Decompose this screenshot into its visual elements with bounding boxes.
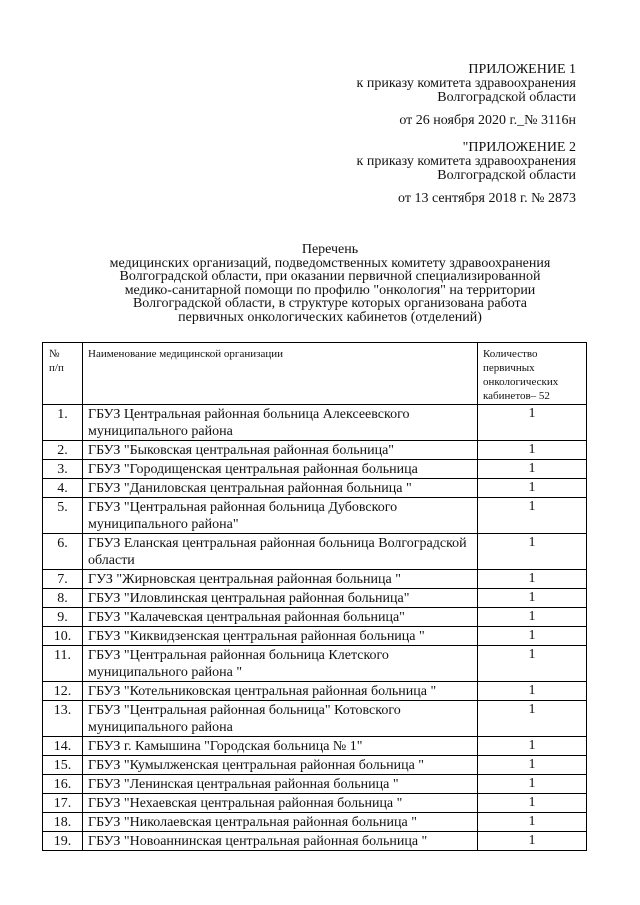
header-qty-line: Количество bbox=[483, 348, 538, 360]
row-number: 17. bbox=[43, 794, 83, 813]
row-count: 1 bbox=[478, 775, 587, 794]
table-row bbox=[43, 570, 587, 589]
row-number: 19. bbox=[43, 832, 83, 851]
row-number: 3. bbox=[43, 460, 83, 479]
header-number-line-1: № bbox=[49, 348, 60, 360]
table-row bbox=[43, 701, 587, 737]
appendix-2-line-2: Волгоградской области bbox=[437, 168, 576, 183]
heading-line: Волгоградской области, при оказании первичной специализированной bbox=[119, 269, 541, 285]
row-count: 1 bbox=[478, 832, 587, 851]
row-count: 1 bbox=[478, 570, 587, 589]
row-organization: ГБУЗ "Новоаннинская центральная районная больница " bbox=[83, 832, 478, 851]
row-count: 1 bbox=[478, 405, 587, 441]
header-qty-line: онкологических bbox=[483, 376, 559, 388]
row-number: 11. bbox=[43, 646, 83, 682]
heading-line: первичных онкологических кабинетов (отделений) bbox=[178, 309, 482, 325]
heading-line: медико-санитарной помощи по профилю "онкология" на территории bbox=[124, 282, 536, 298]
row-organization: ГБУЗ "Центральная районная больница Клетского муниципального района " bbox=[83, 646, 478, 682]
row-number: 13. bbox=[43, 701, 83, 737]
table-row bbox=[43, 794, 587, 813]
row-organization: ГБУЗ "Котельниковская центральная районная больница " bbox=[83, 682, 478, 701]
organizations-table bbox=[42, 342, 587, 851]
row-number: 18. bbox=[43, 813, 83, 832]
row-organization: ГУЗ "Жирновская центральная районная больница " bbox=[83, 570, 478, 589]
table-row bbox=[43, 479, 587, 498]
row-organization: ГБУЗ "Центральная районная больница Дубовского муниципального района" bbox=[83, 498, 478, 534]
row-count: 1 bbox=[478, 794, 587, 813]
table-row bbox=[43, 813, 587, 832]
appendix-2-title: "ПРИЛОЖЕНИЕ 2 bbox=[462, 140, 576, 155]
appendix-1-title: ПРИЛОЖЕНИЕ 1 bbox=[468, 62, 576, 77]
row-number: 7. bbox=[43, 570, 83, 589]
row-organization: ГБУЗ "Центральная районная больница" Котовского муниципального района bbox=[83, 701, 478, 737]
row-number: 4. bbox=[43, 479, 83, 498]
row-number: 9. bbox=[43, 608, 83, 627]
row-count: 1 bbox=[478, 479, 587, 498]
table-header-row bbox=[43, 343, 587, 405]
table-row bbox=[43, 682, 587, 701]
row-count: 1 bbox=[478, 813, 587, 832]
header-qty-line: кабинетов– 52 bbox=[483, 390, 550, 402]
header-qty-line: первичных bbox=[483, 362, 535, 374]
row-count: 1 bbox=[478, 646, 587, 682]
row-organization: ГБУЗ "Даниловская центральная районная больница " bbox=[83, 479, 478, 498]
row-number: 1. bbox=[43, 405, 83, 441]
header-number bbox=[43, 343, 83, 405]
row-organization: ГБУЗ "Быковская центральная районная больница" bbox=[83, 441, 478, 460]
table-row bbox=[43, 608, 587, 627]
document-heading bbox=[60, 243, 600, 325]
table-row bbox=[43, 460, 587, 479]
row-organization: ГБУЗ "Калачевская центральная районная больница" bbox=[83, 608, 478, 627]
table-row bbox=[43, 737, 587, 756]
appendix-2-date-line: от 13 сентября 2018 г. № 2873 bbox=[398, 191, 576, 206]
row-number: 2. bbox=[43, 441, 83, 460]
appendix-1-line-1: к приказу комитета здравоохранения bbox=[356, 76, 576, 91]
appendix-1-line-2: Волгоградской области bbox=[437, 90, 576, 105]
row-count: 1 bbox=[478, 534, 587, 570]
row-organization: ГБУЗ "Киквидзенская центральная районная больница " bbox=[83, 627, 478, 646]
row-count: 1 bbox=[478, 756, 587, 775]
row-number: 14. bbox=[43, 737, 83, 756]
table-row bbox=[43, 589, 587, 608]
appendix-2-block bbox=[300, 141, 576, 183]
table-row bbox=[43, 534, 587, 570]
row-organization: ГБУЗ "Нехаевская центральная районная больница " bbox=[83, 794, 478, 813]
heading-word: Перечень bbox=[301, 242, 359, 257]
row-organization: ГБУЗ "Иловлинская центральная районная больница" bbox=[83, 589, 478, 608]
row-number: 5. bbox=[43, 498, 83, 534]
row-count: 1 bbox=[478, 737, 587, 756]
header-organization-name: Наименование медицинской организации bbox=[83, 343, 478, 405]
header-cabinet-count bbox=[478, 343, 587, 405]
row-count: 1 bbox=[478, 589, 587, 608]
table-row bbox=[43, 775, 587, 794]
row-count: 1 bbox=[478, 682, 587, 701]
row-number: 16. bbox=[43, 775, 83, 794]
row-count: 1 bbox=[478, 441, 587, 460]
row-number: 15. bbox=[43, 756, 83, 775]
row-organization: ГБУЗ Еланская центральная районная больница Волгоградской области bbox=[83, 534, 478, 570]
appendix-1-date-line: от 26 ноября 2020 г._№ 3116н bbox=[399, 113, 576, 128]
table-row bbox=[43, 405, 587, 441]
appendix-2-order-date bbox=[300, 192, 576, 206]
row-organization: ГБУЗ г. Камышина "Городская больница № 1" bbox=[83, 737, 478, 756]
row-count: 1 bbox=[478, 460, 587, 479]
appendix-1-block bbox=[300, 63, 576, 105]
row-number: 10. bbox=[43, 627, 83, 646]
table-row bbox=[43, 646, 587, 682]
header-number-line-2: п/п bbox=[49, 362, 64, 374]
table-row bbox=[43, 756, 587, 775]
appendix-1-order-date bbox=[300, 114, 576, 128]
row-number: 8. bbox=[43, 589, 83, 608]
appendix-2-line-1: к приказу комитета здравоохранения bbox=[356, 154, 576, 169]
table-row bbox=[43, 627, 587, 646]
heading-line: Волгоградской области, в структуре которых организована работа bbox=[132, 296, 528, 312]
table-row bbox=[43, 441, 587, 460]
row-count: 1 bbox=[478, 701, 587, 737]
heading-line: медицинских организаций, подведомственных комитету здравоохранения bbox=[109, 255, 551, 271]
row-count: 1 bbox=[478, 627, 587, 646]
row-count: 1 bbox=[478, 608, 587, 627]
row-count: 1 bbox=[478, 498, 587, 534]
row-organization: ГБУЗ Центральная районная больница Алексеевского муниципального района bbox=[83, 405, 478, 441]
row-number: 6. bbox=[43, 534, 83, 570]
row-number: 12. bbox=[43, 682, 83, 701]
table-row bbox=[43, 832, 587, 851]
row-organization: ГБУЗ "Николаевская центральная районная больница " bbox=[83, 813, 478, 832]
table-row bbox=[43, 498, 587, 534]
row-organization: ГБУЗ "Ленинская центральная районная больница " bbox=[83, 775, 478, 794]
row-organization: ГБУЗ "Городищенская центральная районная больница bbox=[83, 460, 478, 479]
row-organization: ГБУЗ "Кумылженская центральная районная больница " bbox=[83, 756, 478, 775]
